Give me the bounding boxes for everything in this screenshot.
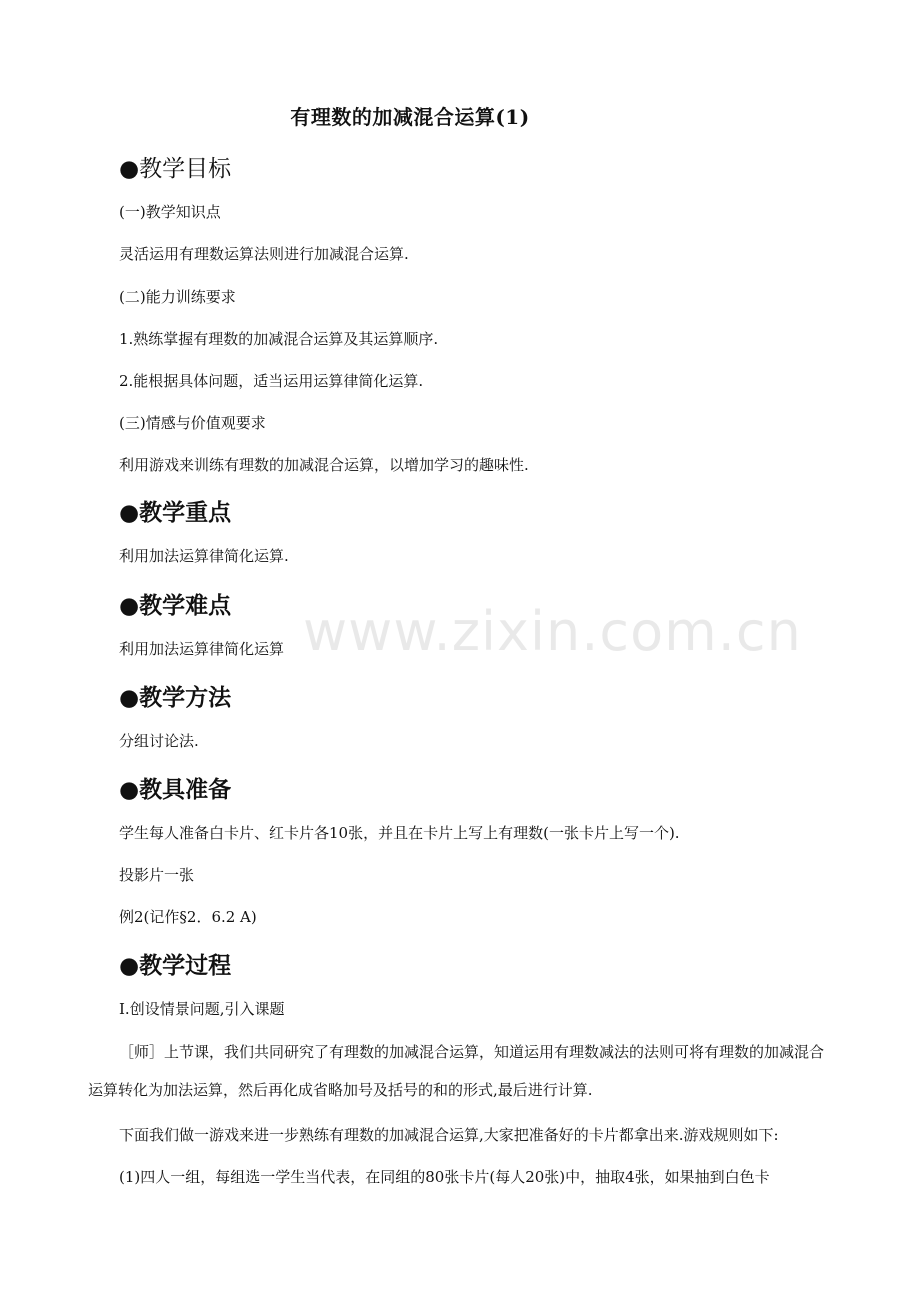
process-paragraph: ［师］上节课，我们共同研究了有理数的加减混合运算，知道运用有理数减法的法则可将有理数的加减混合运算转化为加法运算，然后再化成省略加号及括号的和的形式,最后进行计算. [88, 1043, 825, 1099]
materials-item: 学生每人准备白卡片、红卡片各10张，并且在卡片上写上有理数(一张卡片上写一个). [119, 824, 680, 842]
watermark: www.zixin.com.cn [303, 600, 802, 663]
objectives-item: 利用游戏来训练有理数的加减混合运算，以增加学习的趣味性. [119, 456, 529, 474]
process-paragraph: (1)四人一组，每组选一学生当代表，在同组的80张卡片(每人20张)中，抽取4张，如果抽到白色卡 [119, 1168, 770, 1186]
heading-methods: ●教学方法 [119, 684, 232, 711]
key-points-text: 利用加法运算律简化运算. [119, 547, 289, 565]
process-paragraph: 下面我们做一游戏来进一步熟练有理数的加减混合运算,大家把准备好的卡片都拿出来.游戏规则如下: [119, 1126, 779, 1144]
methods-text: 分组讨论法. [119, 732, 199, 750]
difficulties-text: 利用加法运算律简化运算 [119, 640, 285, 658]
heading-materials: ●教具准备 [119, 776, 232, 803]
heading-objectives: ●教学目标 [119, 156, 232, 182]
document-title: 有理数的加减混合运算(1) [290, 105, 530, 129]
objectives-item: 2.能根据具体问题，适当运用运算律简化运算. [119, 372, 424, 390]
heading-key-points: ●教学重点 [119, 499, 232, 526]
process-step: Ⅰ.创设情景问题,引入课题 [119, 1000, 285, 1018]
heading-process: ●教学过程 [119, 952, 232, 979]
materials-item: 例2(记作§2．6.2 A) [119, 908, 257, 926]
objectives-item: (一)教学知识点 [119, 203, 221, 221]
objectives-item: 1.熟练掌握有理数的加减混合运算及其运算顺序. [119, 330, 439, 348]
materials-item: 投影片一张 [119, 866, 195, 884]
objectives-item: 灵活运用有理数运算法则进行加减混合运算. [119, 245, 409, 263]
objectives-item: (三)情感与价值观要求 [119, 414, 266, 432]
heading-difficulties: ●教学难点 [119, 592, 232, 619]
objectives-item: (二)能力训练要求 [119, 288, 236, 306]
